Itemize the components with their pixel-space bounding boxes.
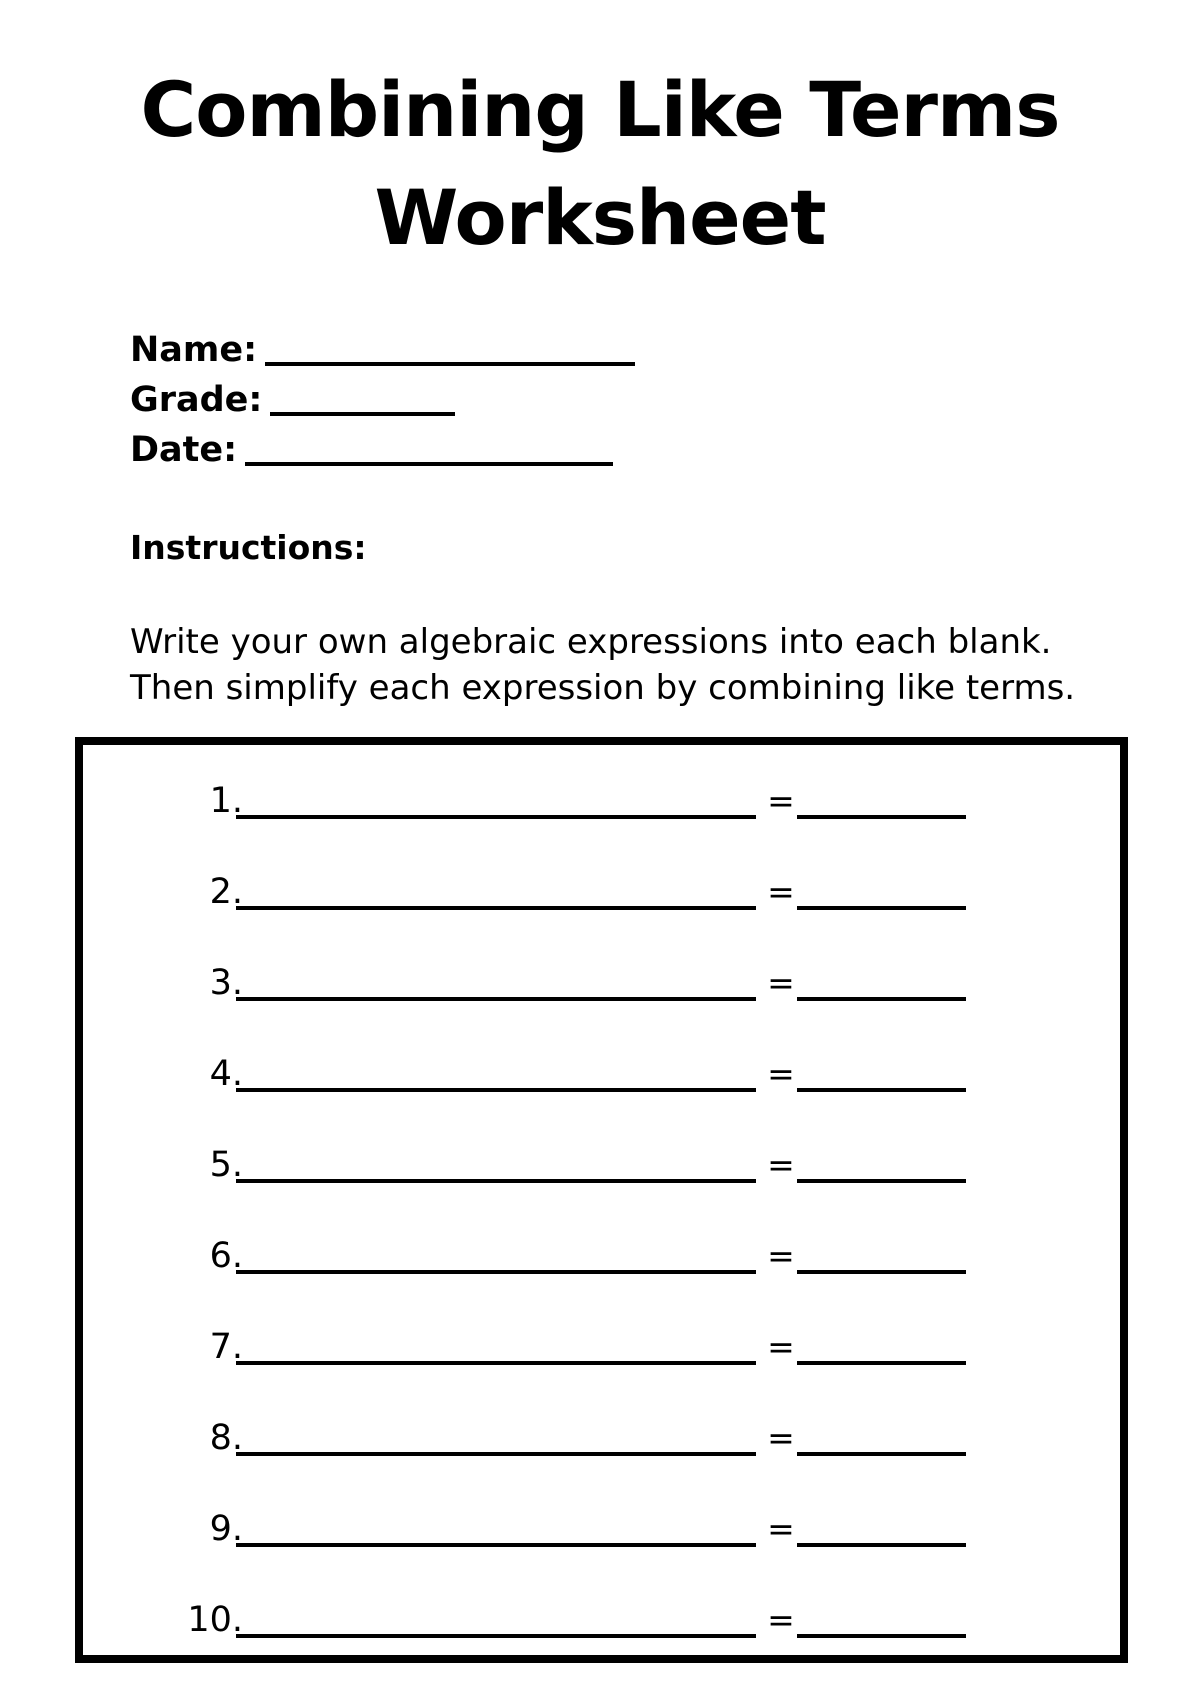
expression-blank-line[interactable]: [236, 1634, 756, 1638]
problem-number: 8.: [209, 1418, 243, 1458]
equals-sign: =: [767, 1054, 795, 1093]
equals-sign: =: [767, 1418, 795, 1457]
problem-number: 1.: [209, 781, 243, 821]
answer-blank-line[interactable]: [797, 997, 966, 1001]
instructions-line-2: Then simplify each expression by combining like terms.: [130, 668, 1076, 708]
worksheet-title-line-1: Combining Like Terms: [140, 65, 1060, 154]
answer-blank-line[interactable]: [797, 1088, 966, 1092]
name-label: Name:: [130, 330, 258, 370]
equals-sign: =: [767, 781, 795, 820]
expression-blank-line[interactable]: [236, 1452, 756, 1456]
worksheet-title-line-2: Worksheet: [374, 173, 826, 262]
answer-blank-line[interactable]: [797, 1452, 966, 1456]
problem-row: [83, 1600, 1120, 1640]
date-label: Date:: [130, 430, 238, 470]
grade-blank-line[interactable]: [270, 412, 455, 416]
expression-blank-line[interactable]: [236, 1543, 756, 1547]
answer-blank-line[interactable]: [797, 1634, 966, 1638]
problem-number: 2.: [209, 872, 243, 912]
problem-number: 3.: [209, 963, 243, 1003]
equals-sign: =: [767, 1327, 795, 1366]
problem-row: [83, 1509, 1120, 1549]
problem-row: [83, 1145, 1120, 1185]
problem-row: [83, 1418, 1120, 1458]
date-field-row: [130, 430, 613, 470]
problem-box: [75, 737, 1128, 1663]
answer-blank-line[interactable]: [797, 1179, 966, 1183]
expression-blank-line[interactable]: [236, 997, 756, 1001]
problem-number: 4.: [209, 1054, 243, 1094]
problem-number: 10.: [187, 1600, 243, 1640]
equals-sign: =: [767, 872, 795, 911]
answer-blank-line[interactable]: [797, 1361, 966, 1365]
name-blank-line[interactable]: [265, 362, 635, 366]
problem-number: 7.: [209, 1327, 243, 1367]
problem-row: [83, 1327, 1120, 1367]
problem-number: 5.: [209, 1145, 243, 1185]
equals-sign: =: [767, 963, 795, 1002]
name-field-row: [130, 330, 635, 370]
expression-blank-line[interactable]: [236, 1361, 756, 1365]
expression-blank-line[interactable]: [236, 815, 756, 819]
expression-blank-line[interactable]: [236, 1270, 756, 1274]
problem-row: [83, 781, 1120, 821]
problem-number: 6.: [209, 1236, 243, 1276]
expression-blank-line[interactable]: [236, 1088, 756, 1092]
equals-sign: =: [767, 1145, 795, 1184]
problem-row: [83, 872, 1120, 912]
problem-row: [83, 963, 1120, 1003]
answer-blank-line[interactable]: [797, 906, 966, 910]
equals-sign: =: [767, 1600, 795, 1639]
instructions-heading: Instructions:: [130, 528, 367, 567]
equals-sign: =: [767, 1236, 795, 1275]
problem-number: 9.: [209, 1509, 243, 1549]
answer-blank-line[interactable]: [797, 815, 966, 819]
date-blank-line[interactable]: [245, 462, 613, 466]
answer-blank-line[interactable]: [797, 1543, 966, 1547]
instructions-line-1: Write your own algebraic expressions into each blank.: [130, 622, 1052, 662]
problem-row: [83, 1236, 1120, 1276]
problem-row: [83, 1054, 1120, 1094]
expression-blank-line[interactable]: [236, 906, 756, 910]
expression-blank-line[interactable]: [236, 1179, 756, 1183]
equals-sign: =: [767, 1509, 795, 1548]
answer-blank-line[interactable]: [797, 1270, 966, 1274]
grade-field-row: [130, 380, 455, 420]
grade-label: Grade:: [130, 380, 263, 420]
